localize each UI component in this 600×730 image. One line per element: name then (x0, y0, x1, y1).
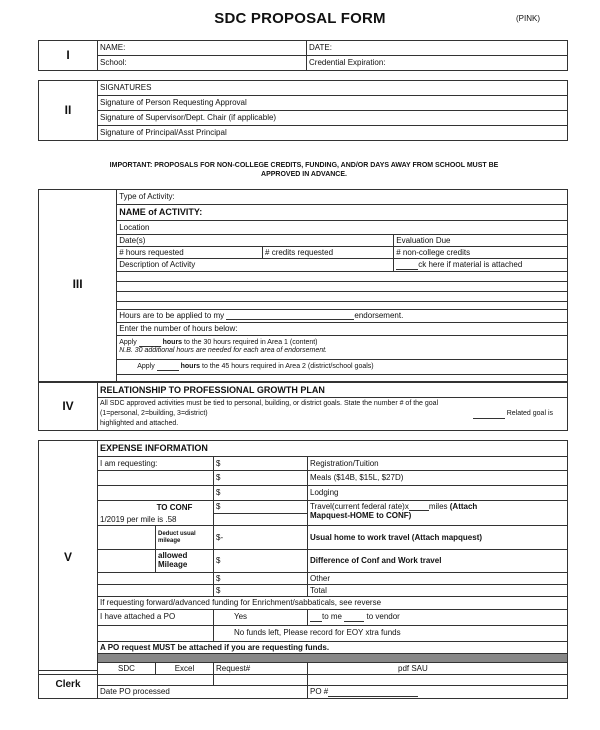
apply-area-2-row[interactable] (117, 359, 568, 374)
school-field[interactable]: School: (98, 56, 307, 71)
date-po-processed-field[interactable] (98, 686, 308, 699)
total-amount[interactable]: $ (214, 585, 308, 597)
growth-plan-heading: RELATIONSHIP TO PROFESSIONAL GROWTH PLAN (98, 383, 568, 398)
mapquest-home-label: Mapquest-HOME to CONF) (310, 511, 412, 521)
section-4-table (38, 382, 568, 431)
clerk-table (38, 670, 568, 699)
allowed-amount[interactable]: $ (214, 550, 308, 573)
section-4-number: IV (39, 383, 98, 431)
form-title: SDC PROPOSAL FORM (214, 10, 386, 27)
description-line-2[interactable] (117, 281, 568, 291)
blank-cell (98, 486, 214, 501)
meals-label: Meals ($14B, $15L, $27D) (308, 471, 568, 486)
po-yes-option[interactable] (214, 609, 308, 625)
section-5-table (38, 440, 568, 675)
growth-plan-line-3: highlighted and attached. (100, 419, 179, 427)
related-goal-label: Related goal is (506, 410, 553, 418)
form-color-note: (PINK) (516, 14, 540, 23)
date-field[interactable]: DATE: (307, 41, 568, 56)
blank-cell (98, 625, 214, 641)
section-1-number: I (39, 41, 98, 71)
activity-name-field[interactable]: NAME of ACTIVITY: (117, 205, 568, 221)
credits-requested-field[interactable]: # credits requested (263, 247, 394, 259)
apply-2-text: to the 45 hours required in Area 2 (district/school goals) (202, 362, 374, 370)
lodging-amount[interactable]: $ (214, 486, 308, 501)
apply-1-label: Apply (119, 339, 137, 347)
section-5-number: V (39, 441, 98, 675)
spacer-row (117, 301, 568, 309)
blank-cell (98, 550, 156, 573)
po-destination-options[interactable] (308, 609, 568, 625)
apply-area-1-row[interactable] (117, 335, 568, 359)
usual-home-label: Usual home to work travel (Attach mapquest) (308, 526, 568, 550)
important-notice (40, 161, 568, 179)
apply-2-hours-label: hours (180, 362, 201, 370)
no-funds-label: No funds left, Please record for EOY xtra funds (234, 628, 401, 638)
hours-requested-field[interactable]: # hours requested (117, 247, 263, 259)
blank-cell (98, 585, 214, 597)
apply-1-hours-label: hours (162, 339, 183, 347)
section-2-table (38, 80, 568, 141)
section-2-number: II (39, 81, 98, 141)
growth-plan-line-2: (1=personal, 2=building, 3=district) (100, 410, 208, 418)
po-number-field[interactable] (308, 686, 568, 699)
to-me-label: to me (322, 612, 343, 622)
blank-cell (98, 573, 214, 585)
enter-hours-label: Enter the number of hours below: (117, 322, 568, 335)
sdc-label: SDC (118, 663, 135, 673)
description-line-3[interactable] (117, 291, 568, 301)
signatures-heading: SIGNATURES (98, 81, 568, 96)
type-of-activity-field[interactable]: Type of Activity: (117, 190, 568, 205)
growth-plan-text[interactable] (98, 398, 568, 431)
lodging-label: Lodging (308, 486, 568, 501)
attach-label: (Attach (449, 502, 478, 511)
other-amount[interactable]: $ (214, 573, 308, 585)
section-3-number: III (39, 190, 117, 382)
important-line-1: IMPORTANT: PROPOSALS FOR NON-COLLEGE CREDITS, FUNDING, AND/OR DAYS AWAY FROM SCHOOL MUST BE (109, 162, 499, 169)
travel-label (308, 501, 568, 526)
blank-cell (98, 471, 214, 486)
location-field[interactable]: Location (117, 221, 568, 235)
total-label: Total (308, 585, 568, 597)
evaluation-due-field[interactable]: Evaluation Due (394, 235, 568, 247)
blank-cell (214, 514, 308, 526)
travel-rate-label: Travel(current federal rate)x (310, 502, 409, 511)
signature-principal-field[interactable]: Signature of Principal/Asst Principal (98, 126, 568, 141)
signature-requester-field[interactable]: Signature of Person Requesting Approval (98, 96, 568, 111)
hours-applied-row[interactable] (117, 309, 568, 322)
other-label: Other (308, 573, 568, 585)
pdf-sau-label: pdf SAU (398, 663, 428, 673)
clerk-label: Clerk (39, 671, 98, 699)
material-attached-check[interactable] (394, 259, 568, 271)
signature-supervisor-field[interactable]: Signature of Supervisor/Dept. Chair (if applicable) (98, 111, 568, 126)
hours-applied-label: Hours are to be applied to my (119, 310, 225, 320)
description-label: Description of Activity (117, 259, 394, 271)
important-line-2: APPROVED IN ADVANCE. (261, 171, 347, 179)
registration-amount[interactable]: $ (214, 457, 308, 471)
section-3-table (38, 189, 568, 382)
po-request-note: A PO request MUST be attached if you are requesting funds. (98, 641, 568, 653)
blank-cell (308, 671, 568, 686)
registration-label: Registration/Tuition (308, 457, 568, 471)
to-conf-label: TO CONF (98, 501, 214, 514)
spacer-row (117, 374, 568, 381)
non-college-credits-field[interactable]: # non-college credits (394, 247, 568, 259)
no-funds-option[interactable] (214, 625, 568, 641)
check-here-label: ck here if material is attached (418, 260, 523, 270)
per-mile-label: 1/2019 per mile is .58 (98, 514, 214, 526)
apply-2-label: Apply (137, 362, 155, 370)
po-attached-label: I have attached a PO (98, 609, 214, 625)
blank-cell (98, 671, 214, 686)
deduct-amount[interactable]: $- (214, 526, 308, 550)
blank-cell (98, 526, 156, 550)
request-number-label: Request# (216, 663, 251, 673)
description-line-1[interactable] (117, 271, 568, 281)
forward-funding-note: If requesting forward/advanced funding for Enrichment/sabbaticals, see reverse (98, 597, 568, 609)
endorsement-label: endorsement. (354, 310, 404, 320)
expense-heading: EXPENSE INFORMATION (98, 441, 568, 457)
yes-label: Yes (234, 612, 248, 622)
to-vendor-label: to vendor (366, 612, 400, 622)
blank-cell (214, 671, 308, 686)
excel-label: Excel (174, 663, 195, 673)
meals-amount[interactable]: $ (214, 471, 308, 486)
section-1-table (38, 40, 568, 71)
deduct-mileage-label: Deduct usual mileage (156, 526, 214, 550)
growth-plan-line-1: All SDC approved activities must be tied to personal, building, or district goals. State the number # of the goal (100, 400, 439, 408)
po-number-label: PO # (310, 687, 329, 697)
requesting-label: I am requesting: (98, 457, 214, 471)
divider-bar (98, 653, 568, 662)
apply-1-text: to the 30 hours required in Area 1 (content) (184, 339, 318, 347)
name-field[interactable]: NAME: (98, 41, 307, 56)
credential-expiration-field[interactable]: Credential Expiration: (307, 56, 568, 71)
date-po-label: Date PO processed (100, 687, 170, 697)
apply-1-note: N.B. 30 additional hours are needed for each area of endorsement. (119, 347, 328, 355)
travel-amount[interactable]: $ (214, 501, 308, 514)
difference-label: Difference of Conf and Work travel (308, 550, 568, 573)
miles-label: miles (428, 502, 448, 511)
dates-field[interactable]: Date(s) (117, 235, 394, 247)
allowed-mileage-label: allowed Mileage (156, 550, 214, 573)
